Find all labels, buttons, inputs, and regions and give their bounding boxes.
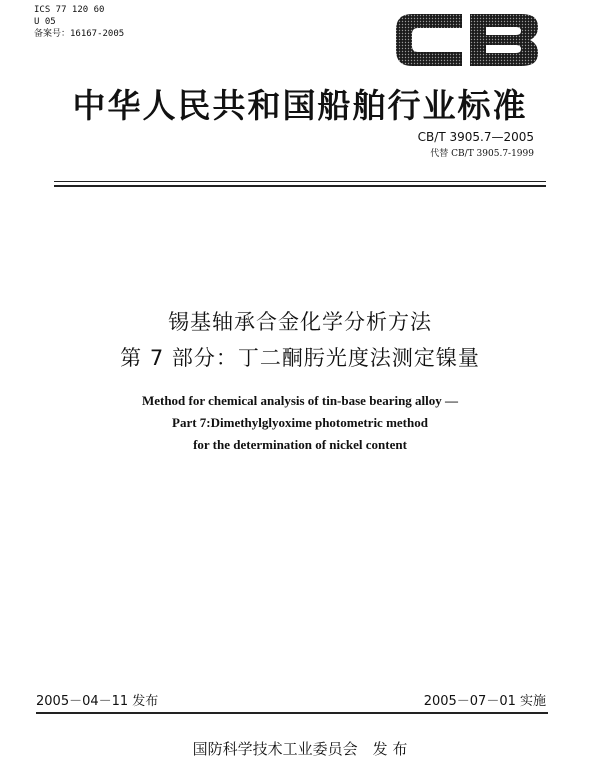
footer-rule	[36, 712, 548, 714]
replaces-note: 代替 CB/T 3905.7-1999	[430, 149, 534, 159]
effective-date: 2005－07－01 实施	[423, 694, 546, 709]
header-rule-thick	[54, 185, 546, 187]
standard-code: CB/T 3905.7—2005	[417, 130, 534, 144]
title-cn-line2: 第 7 部分：丁二酮肟光度法测定镍量	[120, 346, 480, 370]
issuing-authority: 国防科学技术工业委员会 发 布	[192, 740, 408, 758]
header-rule-thin	[54, 181, 546, 182]
title-en-line3: for the determination of nickel content	[193, 437, 407, 452]
title-en-line1: Method for chemical analysis of tin-base bearing alloy —	[141, 393, 459, 408]
ics-code: ICS 77 120 60	[34, 5, 105, 15]
issue-date: 2005－04－11 发布	[36, 694, 159, 709]
filing-number: 备案号：16167-2005	[34, 29, 125, 39]
org-title: 中华人民共和国船舶行业标准	[72, 86, 528, 125]
title-en-line2: Part 7:Dimethylglyoxime photometric method	[172, 415, 428, 430]
cb-logo	[392, 8, 542, 72]
ccs-code: U 05	[34, 17, 56, 27]
title-cn-line1: 锡基轴承合金化学分析方法	[168, 310, 432, 334]
